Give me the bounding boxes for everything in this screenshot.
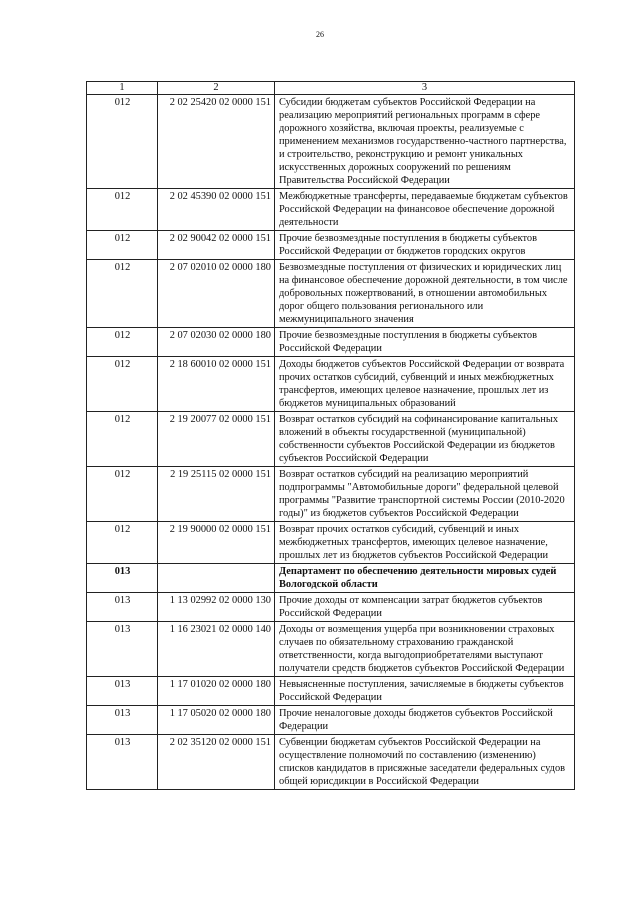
page-number: 26	[316, 30, 324, 39]
revenue-description-cell: Безвозмездные поступления от физических и юридических лиц на финансовое обеспечение дорожной деятельности, в том числе добровольных пожертвований, в отношении автомобильных дорог общего пользования регионального или межмуниципального значения	[275, 260, 575, 328]
admin-code-cell: 012	[87, 95, 158, 189]
revenue-description-cell: Возврат прочих остатков субсидий, субвенций и иных межбюджетных трансфертов, имеющих целевое назначение, прошлых лет из бюджетов субъектов Российской Федерации	[275, 522, 575, 564]
admin-code-cell: 013	[87, 735, 158, 790]
table-row	[87, 622, 575, 677]
revenue-code-cell: 1 13 02992 02 0000 130	[158, 593, 275, 622]
revenue-description-cell: Департамент по обеспечению деятельности мировых судей Вологодской области	[275, 564, 575, 593]
revenue-code-cell: 1 17 01020 02 0000 180	[158, 677, 275, 706]
table-row	[87, 677, 575, 706]
revenue-code-cell: 1 17 05020 02 0000 180	[158, 706, 275, 735]
revenue-code-cell: 2 07 02030 02 0000 180	[158, 328, 275, 357]
revenue-description-cell: Доходы от возмещения ущерба при возникновении страховых случаев по обязательному страхованию гражданской ответственности, когда выгодоприобретателями выступают получатели средств бюджетов субъектов Российской Федерации	[275, 622, 575, 677]
admin-code-cell: 012	[87, 189, 158, 231]
admin-code-cell: 012	[87, 328, 158, 357]
admin-code-cell: 012	[87, 260, 158, 328]
revenue-description-cell: Возврат остатков субсидий на реализацию мероприятий подпрограммы "Автомобильные дороги" федеральной целевой программы "Развитие транспортной системы России (2010-2020 годы)" из бюджетов субъектов Российской Федерации	[275, 467, 575, 522]
revenue-description-cell: Межбюджетные трансферты, передаваемые бюджетам субъектов Российской Федерации на финансовое обеспечение дорожной деятельности	[275, 189, 575, 231]
revenue-description-cell: Прочие неналоговые доходы бюджетов субъектов Российской Федерации	[275, 706, 575, 735]
revenue-code-cell: 2 02 45390 02 0000 151	[158, 189, 275, 231]
column-header-1: 1	[87, 82, 158, 95]
admin-code-cell: 013	[87, 564, 158, 593]
table-row	[87, 564, 575, 593]
table-header-row	[87, 82, 575, 95]
admin-code-cell: 012	[87, 522, 158, 564]
revenue-code-cell: 2 02 90042 02 0000 151	[158, 231, 275, 260]
table-body	[87, 95, 575, 790]
table-row	[87, 412, 575, 467]
revenue-description-cell: Возврат остатков субсидий на софинансирование капитальных вложений в объекты государственной (муниципальной) собственности субъектов Российской Федерации из бюджетов субъектов Российской Федерации	[275, 412, 575, 467]
column-header-2: 2	[158, 82, 275, 95]
table-row	[87, 593, 575, 622]
table-row	[87, 467, 575, 522]
revenue-code-cell: 1 16 23021 02 0000 140	[158, 622, 275, 677]
table-row	[87, 357, 575, 412]
revenue-code-cell: 2 19 90000 02 0000 151	[158, 522, 275, 564]
admin-code-cell: 012	[87, 357, 158, 412]
revenue-code-cell: 2 18 60010 02 0000 151	[158, 357, 275, 412]
revenue-description-cell: Доходы бюджетов субъектов Российской Федерации от возврата прочих остатков субсидий, субвенций и иных межбюджетных трансфертов, имеющих целевое назначение, прошлых лет из бюджетов муниципальных образований	[275, 357, 575, 412]
table-row	[87, 260, 575, 328]
revenue-code-cell: 2 07 02010 02 0000 180	[158, 260, 275, 328]
revenue-description-cell: Прочие доходы от компенсации затрат бюджетов субъектов Российской Федерации	[275, 593, 575, 622]
admin-code-cell: 012	[87, 231, 158, 260]
table-row	[87, 522, 575, 564]
table-row	[87, 189, 575, 231]
column-header-3: 3	[275, 82, 575, 95]
admin-code-cell: 013	[87, 593, 158, 622]
revenue-description-cell: Субсидии бюджетам субъектов Российской Федерации на реализацию мероприятий региональных программ в сфере дорожного хозяйства, включая проекты, реализуемые с применением механизмов государственно-частного партнерства, и строительство, реконструкцию и ремонт уникальных искусственных дорожных сооружений по решениям Правительства Российской Федерации	[275, 95, 575, 189]
admin-code-cell: 012	[87, 467, 158, 522]
admin-code-cell: 013	[87, 706, 158, 735]
table-row	[87, 735, 575, 790]
admin-code-cell: 013	[87, 622, 158, 677]
revenue-code-cell: 2 02 35120 02 0000 151	[158, 735, 275, 790]
revenue-description-cell: Субвенции бюджетам субъектов Российской Федерации на осуществление полномочий по составлению (изменению) списков кандидатов в присяжные заседатели федеральных судов общей юрисдикции в Российской Федерации	[275, 735, 575, 790]
revenue-code-cell	[158, 564, 275, 593]
table-row	[87, 95, 575, 189]
revenue-code-cell: 2 02 25420 02 0000 151	[158, 95, 275, 189]
admin-code-cell: 012	[87, 412, 158, 467]
table-row	[87, 706, 575, 735]
revenue-codes-table	[86, 81, 575, 790]
table-row	[87, 328, 575, 357]
revenue-code-cell: 2 19 25115 02 0000 151	[158, 467, 275, 522]
revenue-code-cell: 2 19 20077 02 0000 151	[158, 412, 275, 467]
revenue-description-cell: Прочие безвозмездные поступления в бюджеты субъектов Российской Федерации от бюджетов городских округов	[275, 231, 575, 260]
admin-code-cell: 013	[87, 677, 158, 706]
revenue-description-cell: Невыясненные поступления, зачисляемые в бюджеты субъектов Российской Федерации	[275, 677, 575, 706]
table-row	[87, 231, 575, 260]
revenue-description-cell: Прочие безвозмездные поступления в бюджеты субъектов Российской Федерации	[275, 328, 575, 357]
